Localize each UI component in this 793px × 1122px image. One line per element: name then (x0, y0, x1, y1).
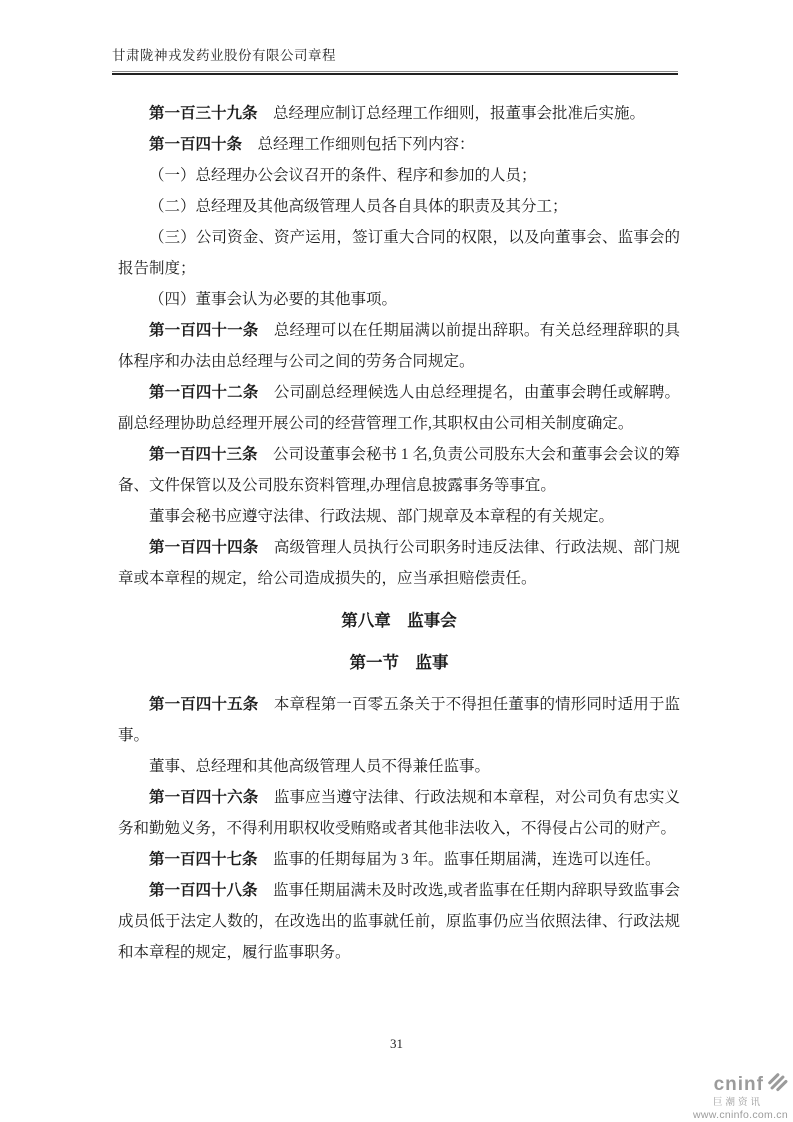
cninfo-chinese-name: 巨潮资讯 (712, 1097, 763, 1108)
article-147 (118, 844, 680, 875)
article-144-text: 高级管理人员执行公司职务时违反法律、行政法规、部门规章或本章程的规定，给公司造成损失的，应当承担赔偿责任。 (118, 539, 680, 587)
article-144-number: 第一百四十四条 (149, 539, 259, 556)
list-item-3: （三）公司资金、资产运用，签订重大合同的权限，以及向董事会、监事会的报告制度； (118, 229, 680, 277)
cninfo-logo (693, 1072, 788, 1120)
article-148-text: 监事任期届满未及时改选,或者监事在任期内辞职导致监事会成员低于法定人数的，在改选出的监事就任前，原监事仍应当依照法律、行政法规和本章程的规定，履行监事职务。 (118, 882, 680, 961)
article-142 (118, 377, 680, 439)
article-142-text: 公司副总经理候选人由总经理提名，由董事会聘任或解聘。副总经理协助总经理开展公司的经营管理工作,其职权由公司相关制度确定。 (118, 384, 680, 432)
supervisor-concurrent-paragraph: 董事、总经理和其他高级管理人员不得兼任监事。 (149, 758, 491, 775)
article-140-text: 总经理工作细则包括下列内容： (257, 136, 475, 153)
section-1-heading: 第一节 监事 (349, 653, 449, 672)
article-142-number: 第一百四十二条 (149, 384, 259, 401)
chapter-8-heading: 第八章 监事会 (341, 611, 457, 630)
article-146 (118, 782, 680, 844)
article-139 (118, 98, 680, 129)
article-145-number: 第一百四十五条 (149, 696, 259, 713)
cninfo-brand-text: cninf (713, 1074, 764, 1095)
cninfo-url: www.cninfo.com.cn (693, 1108, 788, 1121)
list-item-1: （一）总经理办公会议召开的条件、程序和参加的人员； (149, 167, 537, 184)
header-rule (112, 71, 678, 75)
article-145 (118, 689, 680, 751)
article-140 (118, 129, 680, 160)
document-body (118, 98, 680, 968)
page-header (112, 44, 678, 75)
article-146-number: 第一百四十六条 (149, 789, 259, 806)
page-number: 31 (390, 1036, 403, 1051)
article-143 (118, 439, 680, 501)
list-item-2: （二）总经理及其他高级管理人员各自具体的职责及其分工； (149, 198, 568, 215)
header-rule-thick-line (112, 73, 678, 75)
article-141 (118, 315, 680, 377)
swirl-icon (767, 1072, 788, 1097)
article-148 (118, 875, 680, 968)
article-139-number: 第一百三十九条 (149, 105, 258, 122)
article-145-text: 本章程第一百零五条关于不得担任董事的情形同时适用于监事。 (118, 696, 680, 744)
list-item-4: （四）董事会认为必要的其他事项。 (149, 291, 398, 308)
secretary-paragraph: 董事会秘书应遵守法律、行政法规、部门规章及本章程的有关规定。 (149, 508, 615, 525)
article-141-number: 第一百四十一条 (149, 322, 259, 339)
article-143-text: 公司设董事会秘书 1 名,负责公司股东大会和董事会会议的筹备、文件保管以及公司股东资料管理,办理信息披露事务等事宜。 (118, 446, 680, 494)
article-144 (118, 532, 680, 594)
article-140-number: 第一百四十条 (149, 136, 243, 153)
article-147-number: 第一百四十七条 (149, 851, 258, 868)
cninfo-logo-row (693, 1072, 788, 1097)
article-139-text: 总经理应制订总经理工作细则，报董事会批准后实施。 (273, 105, 646, 122)
header-title: 甘肃陇神戎发药业股份有限公司章程 (112, 48, 336, 63)
article-143-number: 第一百四十三条 (149, 446, 258, 463)
article-146-text: 监事应当遵守法律、行政法规和本章程，对公司负有忠实义务和勤勉义务，不得利用职权收受贿赂或者其他非法收入，不得侵占公司的财产。 (118, 789, 680, 837)
article-148-number: 第一百四十八条 (149, 882, 258, 899)
article-141-text: 总经理可以在任期届满以前提出辞职。有关总经理辞职的具体程序和办法由总经理与公司之间的劳务合同规定。 (118, 322, 680, 370)
article-147-text: 监事的任期每届为 3 年。监事任期届满，连选可以连任。 (273, 851, 661, 868)
